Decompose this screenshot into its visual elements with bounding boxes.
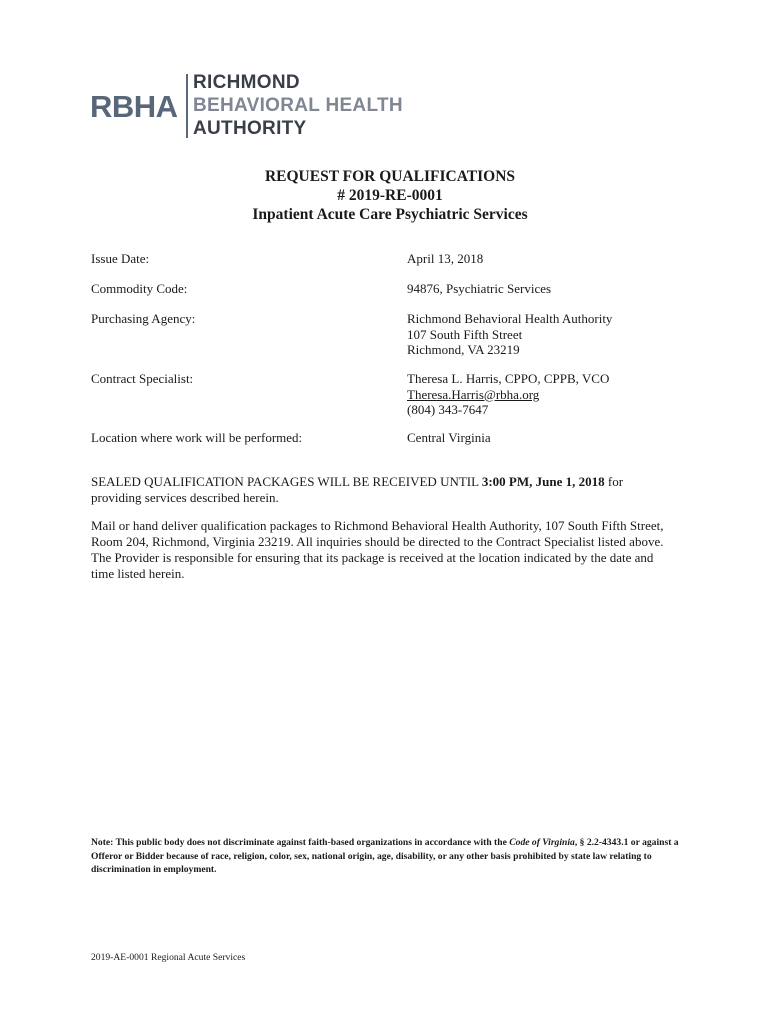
title-rfq: REQUEST FOR QUALIFICATIONS xyxy=(264,168,516,185)
logo-divider xyxy=(186,74,188,138)
commodity-code-value: 94876, Psychiatric Services xyxy=(407,281,552,296)
title-service: Inpatient Acute Care Psychiatric Services xyxy=(252,206,528,223)
location-label: Location where work will be performed: xyxy=(91,430,303,445)
commodity-code-label: Commodity Code: xyxy=(91,281,188,296)
issue-date-label: Issue Date: xyxy=(91,251,150,266)
note-suffix: , § 2.2-4343.1 or against a Offeror or Bidder because of race, religion, color, sex, national origin, age, disability, or any other basis prohibited by state law relating to discrimination in employment. xyxy=(91,837,679,875)
agency-street: 107 South Fifth Street xyxy=(407,326,523,342)
sealed-packages-paragraph xyxy=(91,474,671,506)
purchasing-agency-label: Purchasing Agency: xyxy=(91,311,196,326)
title-number: # 2019-RE-0001 xyxy=(337,187,443,204)
document-title xyxy=(0,167,770,224)
non-discrimination-note xyxy=(91,836,681,877)
issue-date-value: April 13, 2018 xyxy=(407,251,484,266)
purchasing-agency-value xyxy=(407,311,612,358)
note-prefix: Note: This public body does not discriminate against faith-based organizations in accordance with the xyxy=(91,837,510,848)
specialist-phone: (804) 343-7647 xyxy=(407,402,489,417)
specialist-email-link[interactable]: Theresa.Harris@rbha.org xyxy=(407,386,540,402)
logo-line-authority: AUTHORITY xyxy=(193,118,307,139)
sealed-deadline: 3:00 PM, June 1, 2018 xyxy=(481,474,605,489)
page-footer: 2019-AE-0001 Regional Acute Services xyxy=(91,952,246,963)
agency-name: Richmond Behavioral Health Authority xyxy=(407,311,613,326)
specialist-name: Theresa L. Harris, CPPO, CPPB, VCO xyxy=(407,371,610,386)
logo-abbreviation: RBHA xyxy=(90,89,178,124)
contract-specialist-label: Contract Specialist: xyxy=(91,371,194,386)
contract-specialist-value xyxy=(407,371,609,418)
sealed-suffix: for providing services described herein. xyxy=(91,474,624,505)
delivery-paragraph: Mail or hand deliver qualification packages to Richmond Behavioral Health Authority, 107 South Fifth Street, Room 204, Richmond, Virginia 23219. All inquiries should be directed to the Contract Specialist listed above. The Provider is responsible for ensuring that its package is received at the location indicated by the date and time listed herein. xyxy=(91,518,664,581)
logo-line-richmond: RICHMOND xyxy=(193,72,300,93)
location-value: Central Virginia xyxy=(407,430,491,445)
sealed-prefix: SEALED QUALIFICATION PACKAGES WILL BE RECEIVED UNTIL xyxy=(91,474,482,489)
note-code-reference: Code of Virginia xyxy=(509,837,575,848)
logo-line-behavioral-health: BEHAVIORAL HEALTH xyxy=(193,95,403,116)
agency-city: Richmond, VA 23219 xyxy=(407,342,520,357)
